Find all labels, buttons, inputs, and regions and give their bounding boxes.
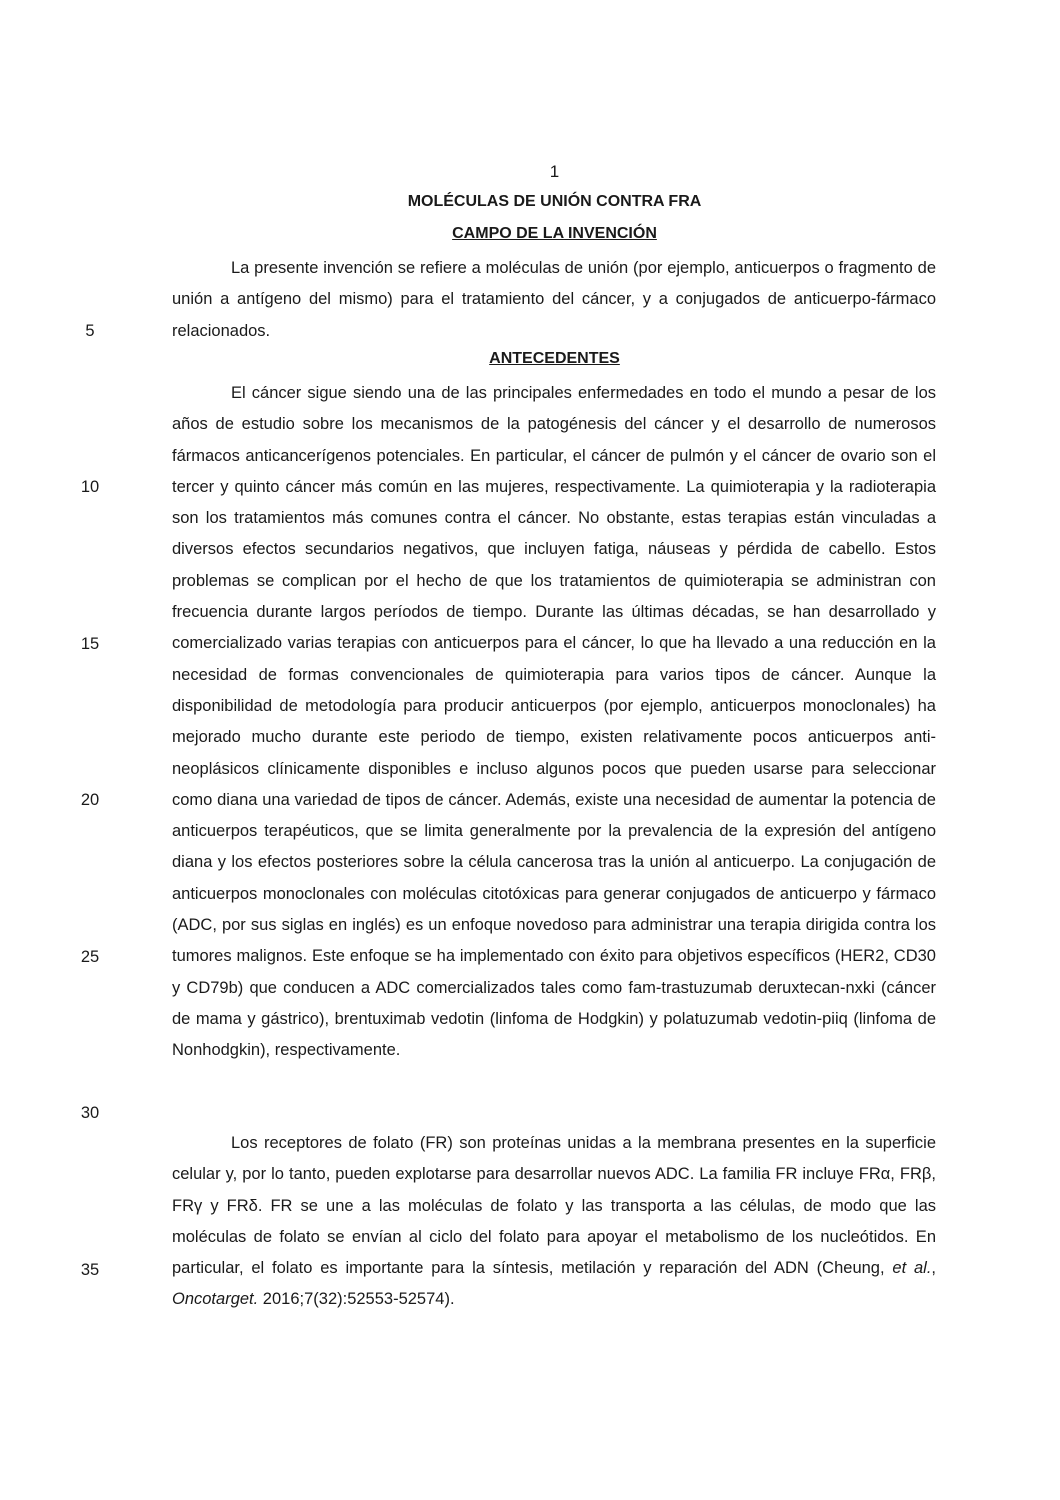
line-number: 30 [80, 1104, 100, 1122]
paragraph-background-2-text [172, 1128, 936, 1316]
section-heading-background: ANTECEDENTES [489, 350, 620, 367]
line-number: 25 [80, 948, 100, 966]
line-number: 15 [80, 635, 100, 653]
paragraph-background-2 [172, 1128, 936, 1316]
paragraph-background-1 [172, 378, 936, 1067]
page-number: 1 [549, 162, 560, 181]
line-number: 35 [80, 1261, 100, 1279]
paragraph-text-run: Los receptores de folato (FR) son proteínas unidas a la membrana presentes en la superficie celular y, por lo tanto, pueden explotarse para desarrollar nuevos ADC. La familia FR incluye FRα, FRβ, FRγ y FRδ. FR se une a las moléculas de folato y las transporta a las células, de modo que las moléculas de folato se envían al ciclo del folato para apoyar el metabolismo de los nucleótidos. En particular, el folato es importante para la síntesis, metilación y reparación del ADN (Cheung, [172, 1134, 936, 1278]
paragraph-field [172, 253, 936, 347]
section-heading-field: CAMPO DE LA INVENCIÓN [452, 225, 657, 242]
line-number: 5 [85, 322, 95, 340]
citation-journal: Oncotarget. [172, 1290, 259, 1309]
citation-separator: , [931, 1259, 936, 1278]
line-number: 10 [80, 478, 100, 496]
citation-etal: et al. [892, 1259, 932, 1278]
paragraph-field-text: La presente invención se refiere a moléculas de unión (por ejemplo, anticuerpos o fragmento de unión a antígeno del mismo) para el tratamiento del cáncer, y a conjugados de anticuerpo-fármaco relacionados. [172, 259, 936, 340]
document-title: MOLÉCULAS DE UNIÓN CONTRA FRA [407, 193, 702, 210]
line-number: 20 [80, 791, 100, 809]
citation-tail: 2016;7(32):52553-52574). [258, 1290, 455, 1309]
paragraph-background-1-text: El cáncer sigue siendo una de las principales enfermedades en todo el mundo a pesar de los años de estudio sobre los mecanismos de la patogénesis del cáncer y el desarrollo de numerosos fármacos anticancerígenos potenciales. En particular, el cáncer de pulmón y el cáncer de ovario son el tercer y quinto cáncer más común en las mujeres, respectivamente. La quimioterapia y la radioterapia son los tratamientos más comunes contra el cáncer. No obstante, estas terapias están vinculadas a diversos efectos secundarios negativos, que incluyen fatiga, náuseas y pérdida de cabello. Estos problemas se complican por el hecho de que los tratamientos de quimioterapia se administran con frecuencia durante largos períodos de tiempo. Durante las últimas décadas, se han desarrollado y comercializado varias terapias con anticuerpos para el cáncer, lo que ha llevado a una reducción en la necesidad de formas convencionales de quimioterapia para varios tipos de cáncer. Aunque la disponibilidad de metodología para producir anticuerpos (por ejemplo, anticuerpos monoclonales) ha mejorado mucho durante este periodo de tiempo, existen relativamente pocos anticuerpos anti-neoplásicos clínicamente disponibles e incluso algunos pocos que pueden usarse para seleccionar como diana una variedad de tipos de cáncer. Además, existe una necesidad de aumentar la potencia de anticuerpos terapéuticos, que se limita generalmente por la prevalencia de la expresión del antígeno diana y los efectos posteriores sobre la célula cancerosa tras la unión al anticuerpo. La conjugación de anticuerpos monoclonales con moléculas citotóxicas para generar conjugados de anticuerpo y fármaco (ADC, por sus siglas en inglés) es un enfoque novedoso para administrar una terapia dirigida contra los tumores malignos. Este enfoque se ha implementado con éxito para objetivos específicos (HER2, CD30 y CD79b) que conducen a ADC comercializados tales como fam-trastuzumab deruxtecan-nxki (cáncer de mama y gástrico), brentuximab vedotin (linfoma de Hodgkin) y polatuzumab vedotin-piiq (linfoma de Nonhodgkin), respectivamente. [172, 384, 936, 1060]
